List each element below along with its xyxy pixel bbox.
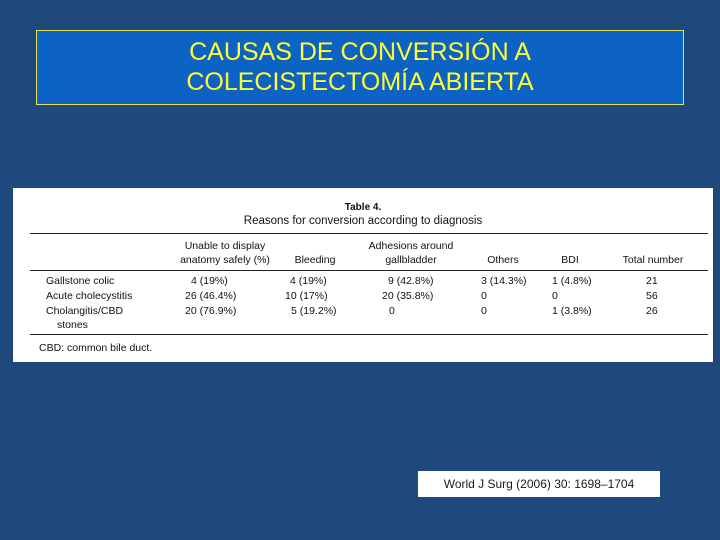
slide-title [36, 30, 684, 105]
table-image-panel [13, 188, 713, 362]
header-unable-to-display: Unable to display anatomy safely (%) [180, 240, 270, 266]
header-bdi: BDI [561, 254, 579, 266]
table-cell: 0 [481, 305, 487, 317]
row-label: Cholangitis/CBD [46, 305, 124, 317]
table-top-rule [30, 233, 708, 234]
table-footnote: CBD: common bile duct. [39, 342, 153, 354]
table-cell: 5 (19.2%) [291, 305, 337, 317]
table-cell: 26 (46.4%) [185, 290, 237, 302]
table-cell: 3 (14.3%) [481, 275, 527, 287]
table-cell: 1 (4.8%) [552, 275, 592, 287]
table-cell: 0 [481, 290, 487, 302]
table-cell: 10 (17%) [285, 290, 328, 302]
table-cell: 21 [646, 275, 658, 287]
table-cell: 4 (19%) [191, 275, 228, 287]
table-cell: 1 (3.8%) [552, 305, 592, 317]
table-bottom-rule [30, 334, 708, 335]
table-cell: 4 (19%) [290, 275, 327, 287]
header-adhesions: Adhesions around gallbladder [368, 240, 454, 266]
table-subtitle: Reasons for conversion according to diagnosis [243, 215, 483, 227]
table-cell: 56 [646, 290, 658, 302]
table-header-rule [30, 270, 708, 271]
table-cell: 20 (76.9%) [185, 305, 237, 317]
table-cell: 0 [389, 305, 395, 317]
table-caption: Table 4. [344, 202, 382, 213]
row-label: Gallstone colic [46, 275, 115, 287]
table-cell: 26 [646, 305, 658, 317]
header-others: Others [487, 254, 519, 266]
table-cell: 20 (35.8%) [382, 290, 434, 302]
table-cell: 9 (42.8%) [388, 275, 434, 287]
slide-title-line-1: CAUSAS DE CONVERSIÓN A [189, 38, 531, 66]
row-label-continuation: stones [57, 319, 88, 331]
table-cell: 0 [552, 290, 558, 302]
row-label: Acute cholecystitis [46, 290, 133, 302]
header-total-number: Total number [622, 254, 684, 266]
slide-title-line-2: COLECISTECTOMÍA ABIERTA [186, 68, 534, 96]
citation-box: World J Surg (2006) 30: 1698–1704 [418, 471, 660, 497]
header-bleeding: Bleeding [294, 254, 336, 266]
